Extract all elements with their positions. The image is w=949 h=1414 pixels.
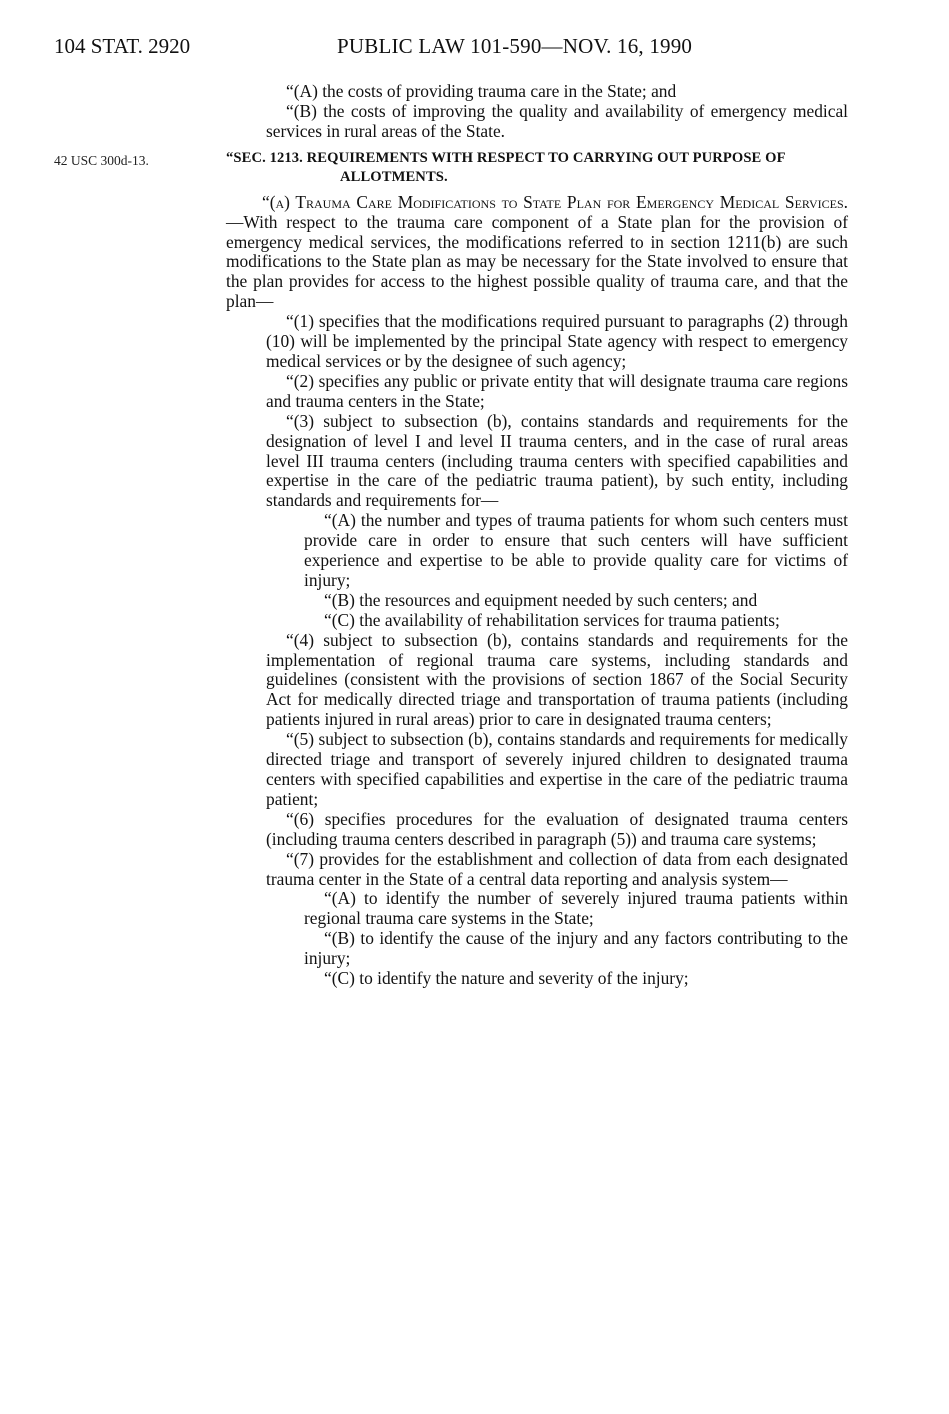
paragraph-item-1: “(1) specifies that the modifications required pursuant to paragraphs (2) through (10) will be implemented by the principal State agency with respect to emergency medical services or by the designee of such agency; — [266, 311, 848, 371]
paragraph-item-6: “(6) specifies procedures for the evaluation of designated trauma centers (including trauma centers described in paragraph (5)) and trauma care systems; — [266, 808, 848, 849]
paragraph-item-3: “(3) subject to subsection (b), contains standards and requirements for the designation of level I and level II trauma centers, and in the case of rural areas level III trauma centers (including trauma centers with specified capabilities and expertise in the care of the pediatric trauma patient), by such entity, including standards and requirements for— — [266, 410, 848, 511]
section-heading: “SEC. 1213. REQUIREMENTS WITH RESPECT TO CARRYING OUT PURPOSE OF ALLOTMENTS. — [226, 149, 786, 185]
statute-page-reference: 104 STAT. 2920 — [54, 34, 191, 58]
paragraph-item-7a: “(A) to identify the number of severely injured trauma patients within regional trauma care systems in the State; — [304, 888, 848, 929]
paragraph-item-7: “(7) provides for the establishment and collection of data from each designated trauma center in the State of a central data reporting and analysis system— — [266, 848, 848, 889]
paragraph-item-5: “(5) subject to subsection (b), contains standards and requirements for medically directed triage and transport of severely injured children to designated trauma centers with specified capabilities and expertise in the care of the pediatric trauma patient; — [266, 729, 848, 809]
paragraph-item-7c: “(C) to identify the nature and severity of the injury; — [324, 968, 689, 989]
subsection-a-heading: “(a) Trauma Care Modifications to State Plan for Emergency Medical Services. — [262, 191, 848, 212]
paragraph-item-3b: “(B) the resources and equipment needed by such centers; and — [324, 589, 758, 610]
paragraph-item-7b: “(B) to identify the cause of the injury and any factors contributing to the injury; — [304, 928, 848, 969]
paragraph-item-3c: “(C) the availability of rehabilitation services for trauma patients; — [324, 609, 780, 630]
usc-margin-citation: 42 USC 300d-13. — [54, 153, 149, 168]
paragraph-item-3a: “(A) the number and types of trauma patients for whom such centers must provide care in order to ensure that such centers will have sufficient experience and expertise to be able to provide quality care for victims of injury; — [304, 510, 848, 590]
public-law-title: PUBLIC LAW 101-590—NOV. 16, 1990 — [337, 34, 693, 58]
paragraph-item-2: “(2) specifies any public or private entity that will designate trauma care regions and trauma centers in the State; — [266, 370, 848, 411]
page-header — [54, 34, 909, 64]
paragraph-item-4: “(4) subject to subsection (b), contains standards and requirements for the implementation of regional trauma care systems, including standards and guidelines (consistent with the provisions of section 1867 of the Social Security Act for medically directed triage and transportation of trauma patients (including patients injured in rural areas) prior to care in designated trauma centers; — [266, 629, 848, 730]
paragraph-b-costs: “(B) the costs of improving the quality and availability of emergency medical services in rural areas of the State. — [266, 100, 848, 141]
subsection-a — [226, 193, 848, 312]
subsection-a-text: —With respect to the trauma care component of a State plan for the provision of emergency medical services, the modifications referred to in section 1211(b) are such modifications to the State plan as may be necessary for the State involved to ensure that the plan provides for access to the highest possible quality of trauma care, and that the plan— — [226, 211, 848, 312]
document-body — [226, 82, 848, 989]
paragraph-a-costs: “(A) the costs of providing trauma care in the State; and — [286, 81, 677, 101]
